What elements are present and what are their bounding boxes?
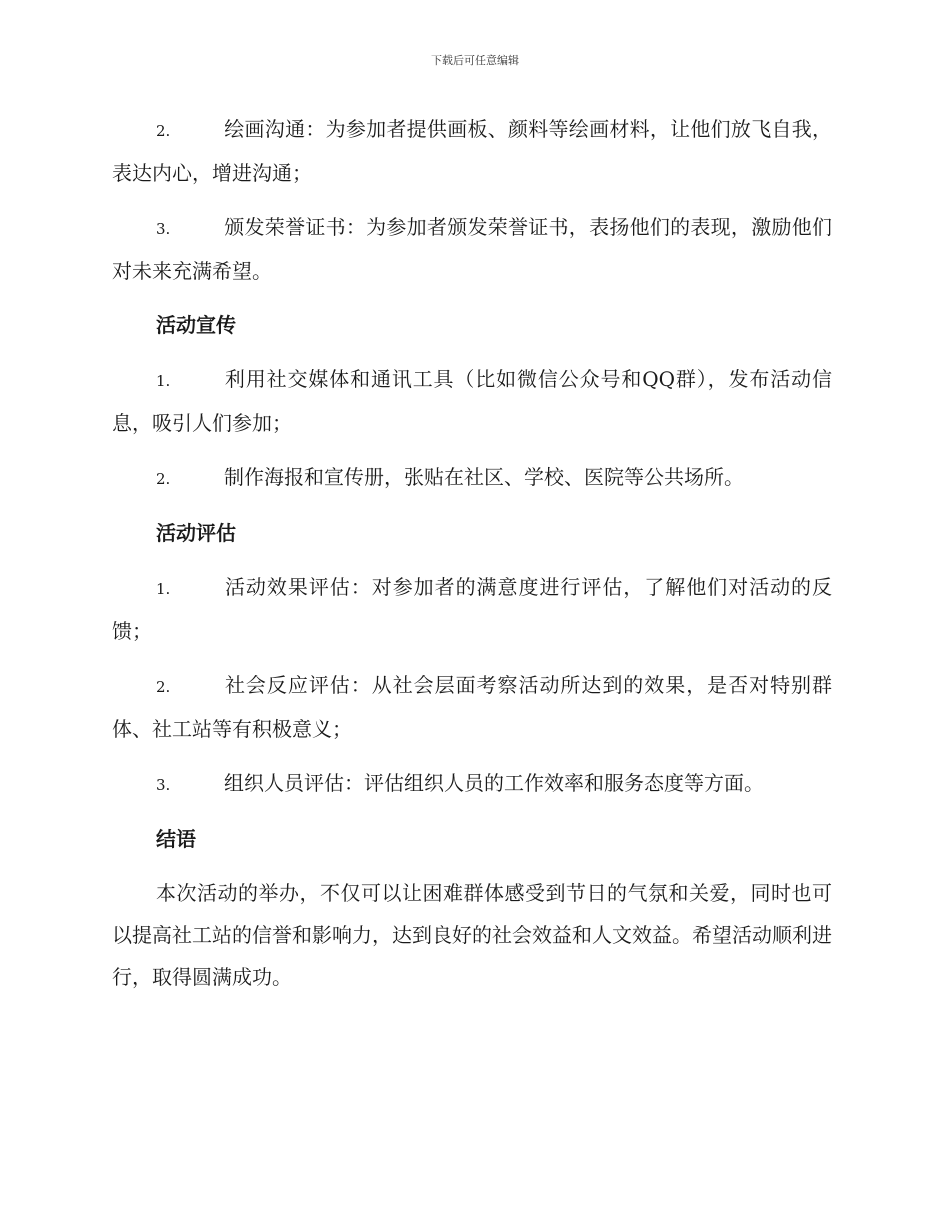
list-item — [112, 762, 832, 806]
list-item-text: 组织人员评估：评估组织人员的工作效率和服务态度等方面。 — [224, 771, 764, 795]
list-item — [112, 358, 832, 444]
list-item-number: 3. — [156, 776, 171, 794]
conclusion-paragraph: 本次活动的举办，不仅可以让困难群体感受到节日的气氛和关爱，同时也可以提高社工站的信誉和影响力，达到良好的社会效益和人文效益。希望活动顺利进行，取得圆满成功。 — [112, 881, 832, 989]
list-item-text: 制作海报和宣传册，张贴在社区、学校、医院等公共场所。 — [224, 465, 744, 489]
list-item — [112, 566, 832, 652]
document-body — [112, 108, 832, 1010]
list-item-number: 1. — [156, 580, 171, 598]
section-heading-promotion: 活动宣传 — [156, 313, 236, 337]
list-item-number: 2. — [156, 122, 171, 140]
list-item-number: 1. — [156, 372, 171, 390]
list-item-number: 3. — [156, 220, 171, 238]
list-item-text: 颁发荣誉证书：为参加者颁发荣誉证书，表扬他们的表现，激励他们对未来充满希望。 — [112, 215, 832, 283]
section-heading-conclusion: 结语 — [156, 827, 196, 851]
list-item — [112, 108, 832, 194]
list-item-text: 社会反应评估：从社会层面考察活动所达到的效果，是否对特别群体、社工站等有积极意义； — [112, 673, 832, 741]
list-item-number: 2. — [156, 678, 171, 696]
list-item-text: 活动效果评估：对参加者的满意度进行评估，了解他们对活动的反馈； — [112, 575, 832, 643]
list-item-text: 利用社交媒体和通讯工具（比如微信公众号和QQ群），发布活动信息，吸引人们参加； — [112, 367, 832, 435]
list-item-text: 绘画沟通：为参加者提供画板、颜料等绘画材料，让他们放飞自我，表达内心，增进沟通； — [112, 117, 832, 185]
list-item — [112, 206, 832, 292]
list-item — [112, 664, 832, 750]
section-heading-evaluation: 活动评估 — [156, 521, 236, 545]
list-item-number: 2. — [156, 470, 171, 488]
list-item — [112, 456, 832, 500]
page-header: 下载后可任意编辑 — [431, 54, 519, 67]
